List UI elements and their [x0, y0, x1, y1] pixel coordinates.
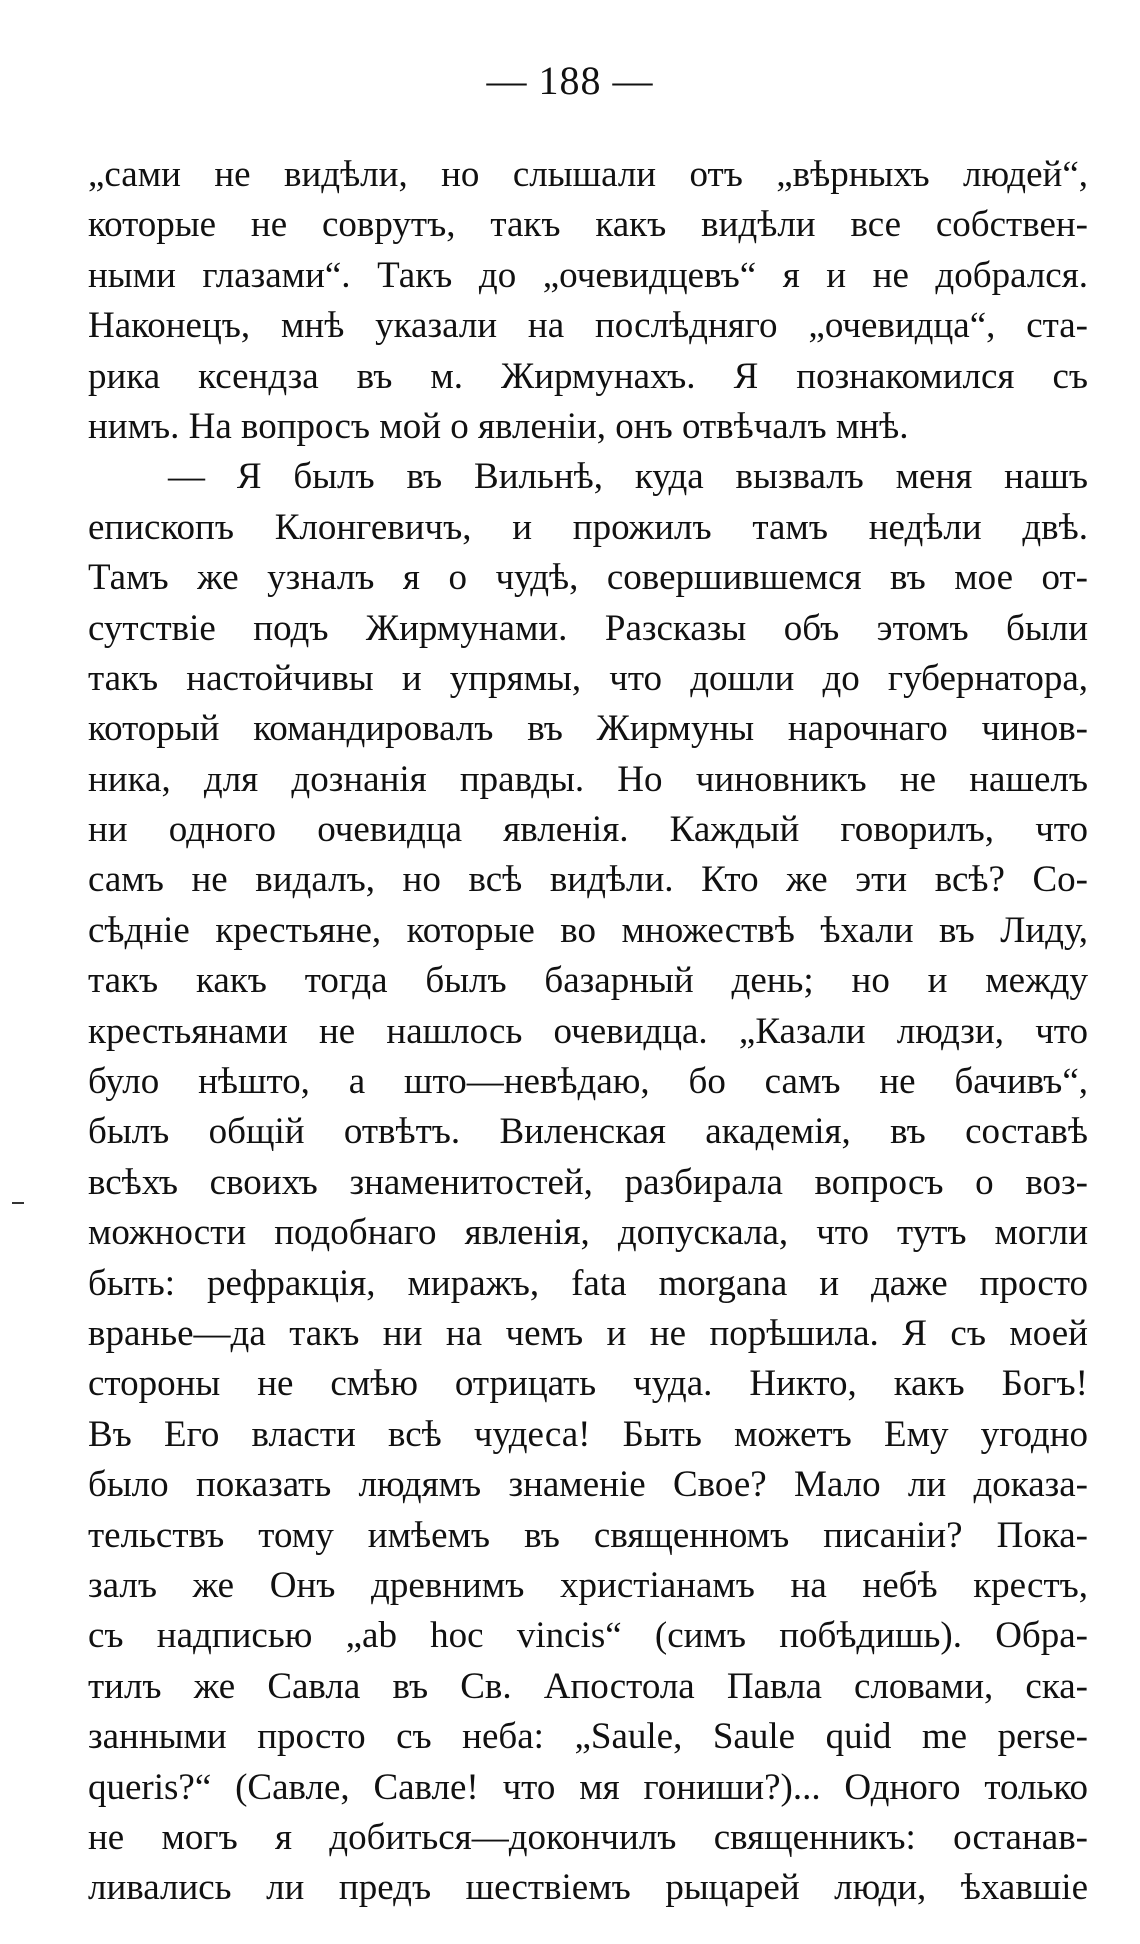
text-line: тельствъ тому имѣемъ въ священномъ писаніи? Пока-	[88, 1514, 1088, 1556]
text-line: ными глазами“. Такъ до „очевидцевъ“ я и не добрался.	[88, 254, 1088, 296]
text-line: Въ Его власти всѣ чудеса! Быть можетъ Ему угодно	[88, 1413, 1088, 1455]
text-line: сутствіе подъ Жирмунами. Разсказы объ этомъ были	[88, 607, 1088, 649]
text-line: былъ общій отвѣтъ. Виленская академія, въ составѣ	[88, 1111, 1088, 1153]
text-line: занными просто съ неба: „Saule, Saule quid me perse-	[88, 1716, 1088, 1758]
text-line: не могъ я добиться—докончилъ священникъ: останав-	[88, 1816, 1088, 1858]
text-line: — Я былъ въ Вильнѣ, куда вызвалъ меня нашъ	[168, 456, 1088, 498]
margin-mark	[12, 1202, 24, 1204]
text-line: Наконецъ, мнѣ указали на послѣдняго „очевидца“, ста-	[88, 305, 1088, 347]
text-line: было показать людямъ знаменіе Свое? Мало ли доказа-	[88, 1464, 1088, 1506]
text-line: рика ксендза въ м. Жирмунахъ. Я познакомился съ	[88, 355, 1088, 397]
text-line: епископъ Клонгевичъ, и прожилъ тамъ недѣли двѣ.	[88, 506, 1088, 548]
text-line: тилъ же Савла въ Св. Апостола Павла словами, ска-	[88, 1665, 1088, 1707]
text-line: залъ же Онъ древнимъ христіанамъ на небѣ крестъ,	[88, 1564, 1088, 1606]
page-number: — 188 —	[486, 58, 654, 103]
text-body	[88, 150, 1088, 1914]
text-line: Тамъ же узналъ я о чудѣ, совершившемся въ мое от-	[88, 557, 1088, 599]
text-line: вранье—да такъ ни на чемъ и не порѣшила. Я съ моей	[88, 1312, 1088, 1354]
text-line: ни одного очевидца явленія. Каждый говорилъ, что	[88, 809, 1088, 851]
text-line: стороны не смѣю отрицать чуда. Никто, какъ Богъ!	[88, 1363, 1088, 1405]
text-line: „сами не видѣли, но слышали отъ „вѣрныхъ людей“,	[88, 154, 1088, 195]
text-line: такъ настойчивы и упрямы, что дошли до губернатора,	[88, 657, 1088, 699]
text-line: сѣдніе крестьяне, которые во множествѣ ѣхали въ Лиду,	[88, 909, 1088, 951]
text-line: можности подобнаго явленія, допускала, что тутъ могли	[88, 1212, 1088, 1254]
text-line: всѣхъ своихъ знаменитостей, разбирала вопросъ о воз-	[88, 1161, 1088, 1203]
text-line: ливались ли предъ шествіемъ рыцарей люди, ѣхавшіе	[88, 1867, 1088, 1909]
text-line: нимъ. На вопросъ мой о явленіи, онъ отвѣчалъ мнѣ.	[88, 405, 909, 447]
text-line: съ надписью „ab hoc vincis“ (симъ побѣдишь). Обра-	[88, 1615, 1088, 1657]
text-line: быть: рефракція, миражъ, fata morgana и даже просто	[88, 1262, 1088, 1304]
text-line: которые не соврутъ, такъ какъ видѣли все собствен-	[88, 204, 1088, 246]
text-line: такъ какъ тогда былъ базарный день; но и между	[88, 960, 1088, 1002]
text-line: ника, для дознанія правды. Но чиновникъ не нашелъ	[88, 758, 1088, 800]
text-line: который командировалъ въ Жирмуны нарочнаго чинов-	[88, 708, 1088, 750]
text-line: самъ не видалъ, но всѣ видѣли. Кто же эти всѣ? Со-	[88, 859, 1088, 901]
text-line: було нѣшто, а што—невѣдаю, бо самъ не бачивъ“,	[88, 1061, 1088, 1103]
text-line: крестьянами не нашлось очевидца. „Казали людзи, что	[88, 1010, 1088, 1052]
text-line: queris?“ (Савле, Савле! что мя гониши?)... Одного только	[88, 1766, 1088, 1808]
